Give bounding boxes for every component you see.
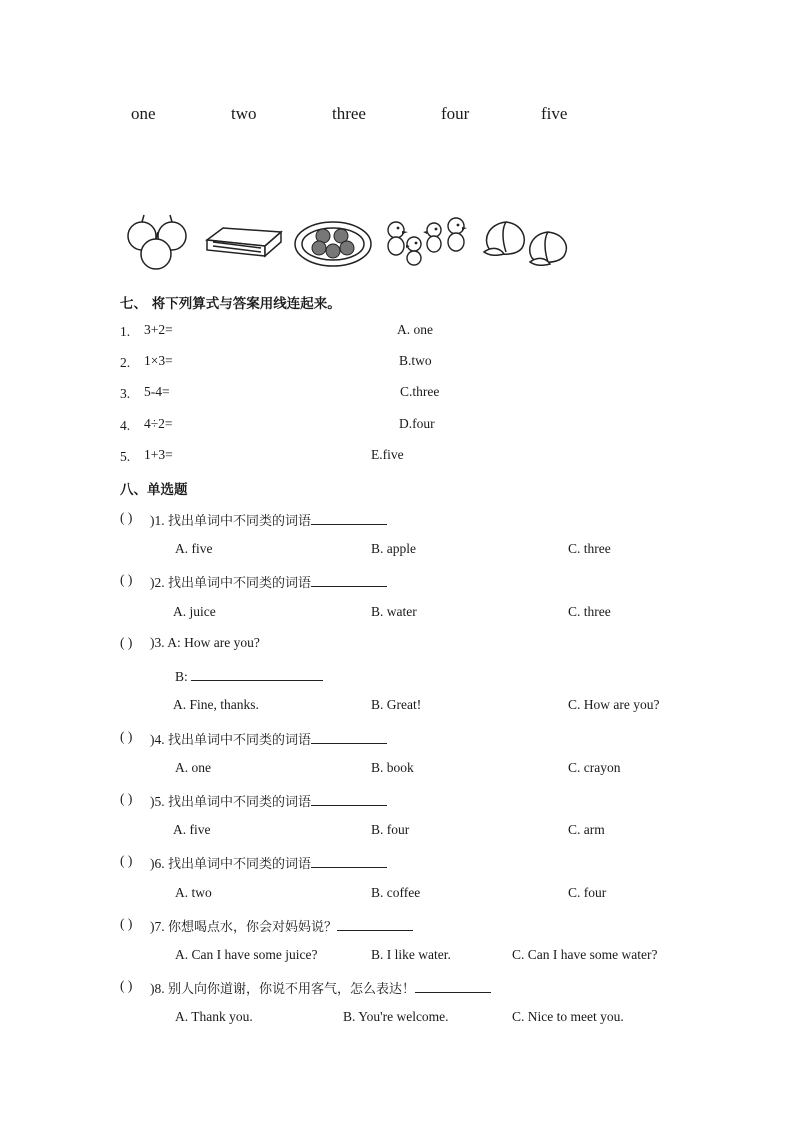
q1-option-c[interactable]: C. three	[568, 541, 611, 556]
question-1: )1. 找出单词中不同类的词语	[150, 510, 387, 529]
s7-expr-1: 3+2=	[144, 322, 173, 337]
answer-blank-3[interactable]	[191, 666, 323, 681]
word-two: two	[231, 104, 257, 123]
answer-paren-5[interactable]: ( )	[120, 791, 133, 806]
q8-option-c[interactable]: C. Nice to meet you.	[512, 1009, 624, 1024]
s7-answer-4: D.four	[399, 416, 435, 431]
q1-option-a[interactable]: A. five	[175, 541, 213, 556]
q2-option-b[interactable]: B. water	[371, 604, 417, 619]
answer-paren-7[interactable]: ( )	[120, 916, 133, 931]
s7-num-5: 5.	[120, 449, 131, 464]
answer-blank-5[interactable]	[311, 791, 387, 806]
q5-option-a[interactable]: A. five	[173, 822, 211, 837]
q6-option-c[interactable]: C. four	[568, 885, 607, 900]
q5-option-c[interactable]: C. arm	[568, 822, 605, 837]
q6-option-a[interactable]: A. two	[175, 885, 212, 900]
section-7-title: 七、 将下列算式与答案用线连起来。	[120, 296, 341, 312]
answer-blank-1[interactable]	[311, 510, 387, 525]
q7-option-a[interactable]: A. Can I have some juice?	[175, 947, 318, 962]
q2-option-c[interactable]: C. three	[568, 604, 611, 619]
answer-paren-6[interactable]: ( )	[120, 853, 133, 868]
s7-num-2: 2.	[120, 355, 131, 370]
q5-option-b[interactable]: B. four	[371, 822, 410, 837]
s7-answer-2: B.two	[399, 353, 432, 368]
ducklings-icon	[382, 206, 470, 272]
s7-expr-4: 4÷2=	[144, 416, 173, 431]
q8-option-b[interactable]: B. You're welcome.	[343, 1009, 449, 1024]
question-8: )8. 别人向你道谢，你说不用客气，怎么表达！	[150, 978, 491, 997]
s7-expr-3: 5-4=	[144, 384, 170, 399]
s7-num-1: 1.	[120, 324, 131, 339]
question-6: )6. 找出单词中不同类的词语	[150, 853, 387, 872]
q3-option-b[interactable]: B. Great!	[371, 697, 422, 712]
answer-paren-1[interactable]: ( )	[120, 510, 133, 525]
answer-paren-8[interactable]: ( )	[120, 978, 133, 993]
q3-option-a[interactable]: A. Fine, thanks.	[173, 697, 259, 712]
q4-option-b[interactable]: B. book	[371, 760, 414, 775]
q8-option-a[interactable]: A. Thank you.	[175, 1009, 253, 1024]
s7-answer-1: A. one	[397, 322, 433, 337]
s7-num-4: 4.	[120, 418, 131, 433]
q4-option-a[interactable]: A. one	[175, 760, 211, 775]
answer-paren-4[interactable]: ( )	[120, 729, 133, 744]
q7-option-c[interactable]: C. Can I have some water?	[512, 947, 658, 962]
q1-option-b[interactable]: B. apple	[371, 541, 416, 556]
word-five: five	[541, 104, 568, 123]
answer-paren-3[interactable]: ( )	[120, 635, 133, 650]
word-four: four	[441, 104, 470, 123]
s7-num-3: 3.	[120, 386, 131, 401]
answer-blank-8[interactable]	[415, 978, 491, 993]
section-8-title: 八、单选题	[120, 482, 188, 498]
q6-option-b[interactable]: B. coffee	[371, 885, 421, 900]
s7-answer-3: C.three	[400, 384, 440, 399]
question-4: )4. 找出单词中不同类的词语	[150, 729, 387, 748]
pencil-box-icon	[203, 206, 285, 272]
word-three: three	[332, 104, 366, 123]
word-one: one	[131, 104, 156, 123]
question-3: )3. A: How are you?	[150, 635, 260, 650]
q2-option-a[interactable]: A. juice	[173, 604, 216, 619]
answer-blank-6[interactable]	[311, 853, 387, 868]
q4-option-c[interactable]: C. crayon	[568, 760, 621, 775]
q3-option-c[interactable]: C. How are you?	[568, 697, 660, 712]
s7-answer-5: E.five	[371, 447, 404, 462]
peaches-icon	[480, 206, 572, 272]
question-3-reply: B:	[175, 666, 323, 685]
question-7: )7. 你想喝点水，你会对妈妈说？	[150, 916, 413, 935]
q7-option-b[interactable]: B. I like water.	[371, 947, 451, 962]
question-5: )5. 找出单词中不同类的词语	[150, 791, 387, 810]
answer-blank-2[interactable]	[311, 572, 387, 587]
answer-paren-2[interactable]: ( )	[120, 572, 133, 587]
plate-of-cakes-icon	[292, 206, 374, 272]
answer-blank-7[interactable]	[337, 916, 413, 931]
apples-icon	[122, 206, 194, 272]
answer-blank-4[interactable]	[311, 729, 387, 744]
s7-expr-5: 1+3=	[144, 447, 173, 462]
question-2: )2. 找出单词中不同类的词语	[150, 572, 387, 591]
s7-expr-2: 1×3=	[144, 353, 173, 368]
